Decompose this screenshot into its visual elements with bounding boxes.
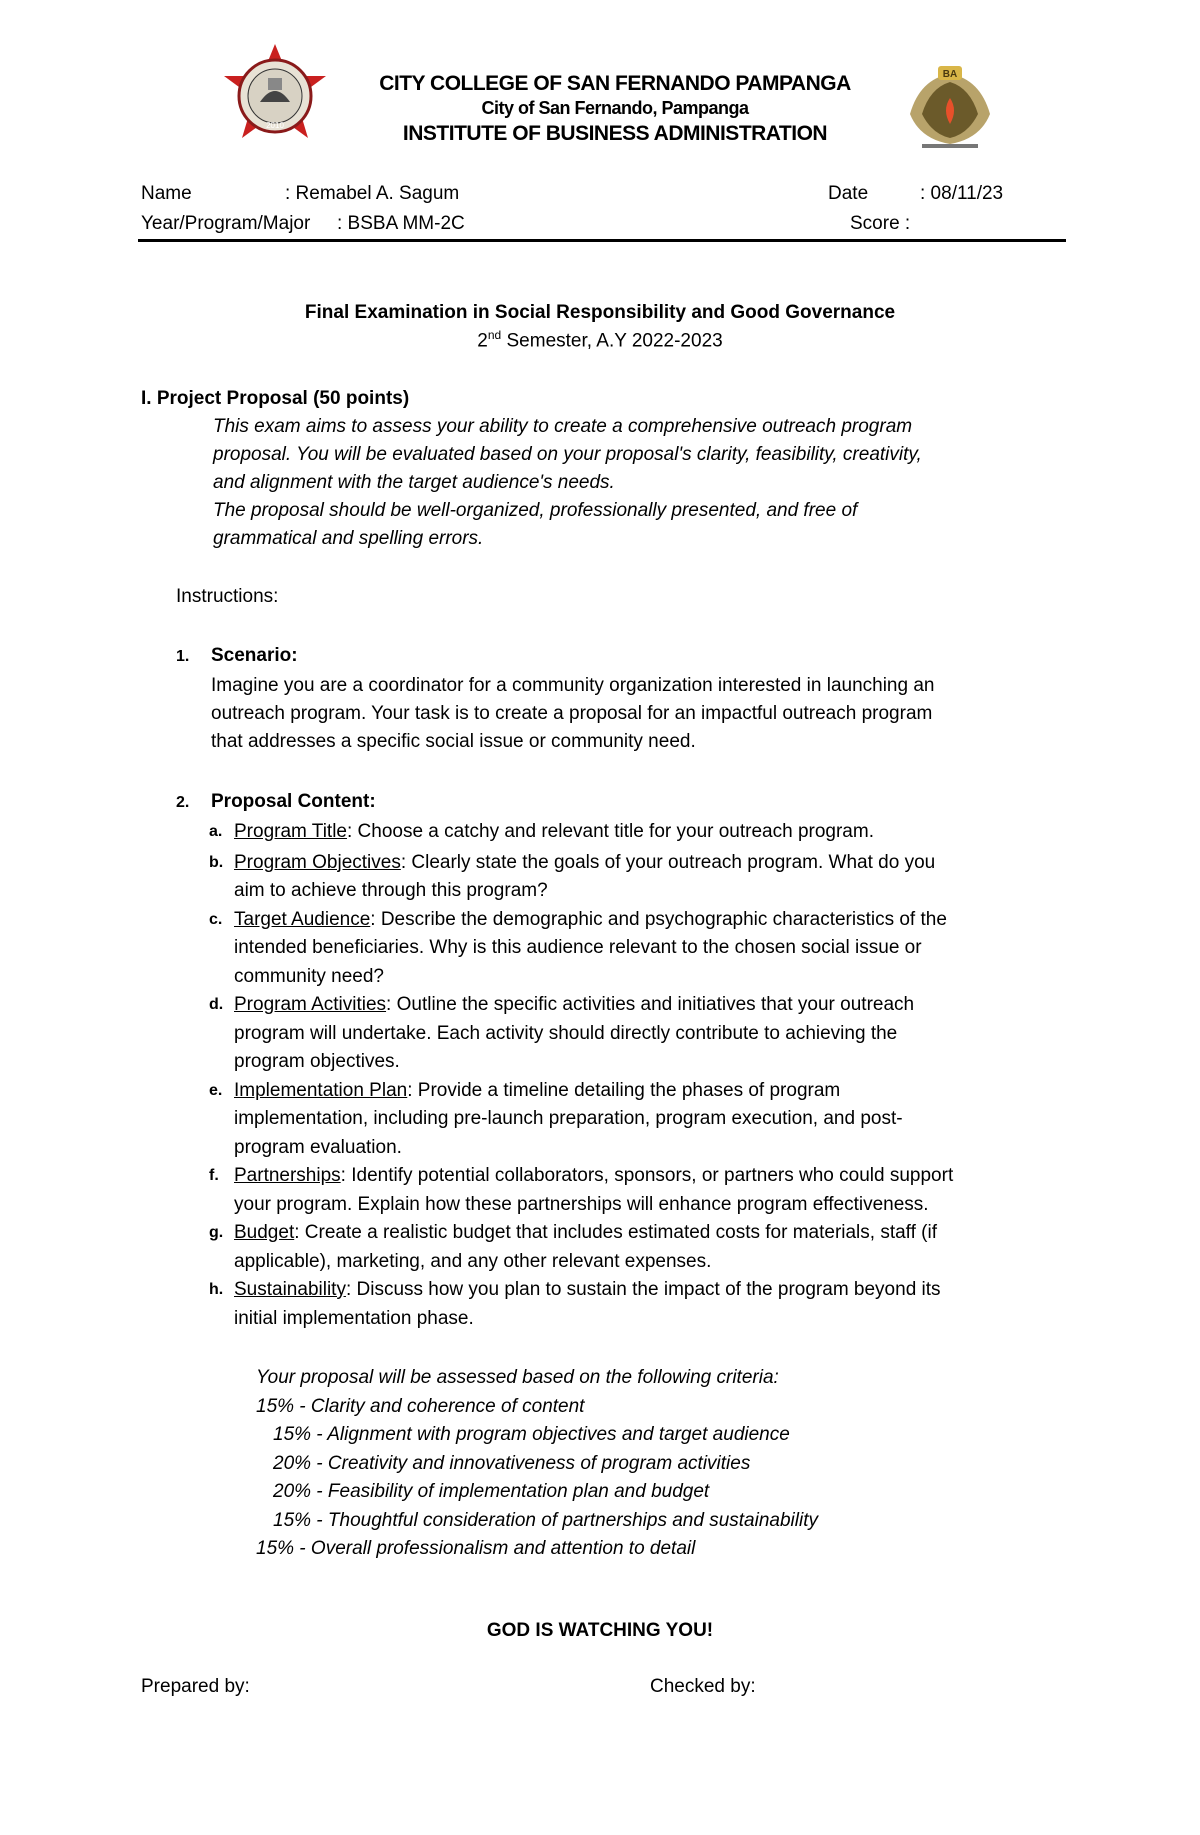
- college-city: City of San Fernando, Pampanga: [481, 98, 749, 118]
- list-item: f. Partnerships: Identify potential collaborators, sponsors, or partners who could support your program. Explain how these partnerships will enhance program effectiveness.: [209, 1165, 954, 1215]
- list-item: e. Implementation Plan: Provide a timeline detailing the phases of program implementation, including pre-launch preparation, program execution, and post- program evaluation.: [209, 1079, 903, 1158]
- section-intro: This exam aims to assess your ability to create a comprehensive outreach program proposal. You will be evaluated based on your proposal's clarity, feasibility, creativity, and alignment with the target audience's needs. The proposal should be well-organized, professionally presented, and free of grammatical and spelling errors.: [213, 416, 922, 549]
- exam-semester: 2nd Semester, A.Y 2022-2023: [477, 328, 723, 352]
- scenario-number: 1.: [176, 648, 190, 665]
- college-seal-logo: [218, 42, 332, 146]
- date-label: Date: [828, 183, 869, 204]
- instructions-label: Instructions:: [176, 586, 279, 607]
- criteria-item: 20% - Creativity and innovativeness of program activities: [273, 1452, 751, 1474]
- emblem-text: BA: [942, 69, 958, 80]
- checked-by-label: Checked by:: [650, 1676, 756, 1697]
- name-value: : Remabel A. Sagum: [285, 183, 460, 204]
- criteria-intro: Your proposal will be assessed based on the following criteria:: [256, 1367, 779, 1388]
- prepared-by-label: Prepared by:: [141, 1676, 250, 1697]
- program-label: Year/Program/Major: [141, 213, 311, 234]
- seal-year-text: 2010: [266, 121, 284, 130]
- scenario-title: Scenario:: [211, 645, 298, 666]
- criteria-item: 15% - Overall professionalism and attention to detail: [256, 1538, 696, 1559]
- header-divider: [138, 239, 1066, 242]
- list-item: c. Target Audience: Describe the demographic and psychographic characteristics of the intended beneficiaries. Why is this audience relevant to the chosen social issue or community need?: [209, 908, 947, 987]
- list-item: g. Budget: Create a realistic budget that includes estimated costs for materials, staff (if applicable), marketing, and any other relevant expenses.: [209, 1222, 938, 1272]
- institute-name: INSTITUTE OF BUSINESS ADMINISTRATION: [402, 122, 828, 145]
- criteria-item: 15% - Clarity and coherence of content: [256, 1395, 585, 1417]
- criteria-item: 15% - Thoughtful consideration of partnerships and sustainability: [273, 1509, 818, 1531]
- content-title: Proposal Content:: [211, 791, 376, 812]
- scenario-text: Imagine you are a coordinator for a community organization interested in launching an outreach program. Your task is to create a proposal for an impactful outreach program that addresses a specific social issue or community need.: [211, 675, 935, 752]
- institute-emblem-logo: [900, 64, 1000, 154]
- college-name: CITY COLLEGE OF SAN FERNANDO PAMPANGA: [379, 72, 851, 95]
- list-item: b. Program Objectives: Clearly state the goals of your outreach program. What do you aim to achieve through this program?: [209, 851, 936, 901]
- criteria-item: 20% - Feasibility of implementation plan and budget: [273, 1481, 710, 1502]
- list-item: h. Sustainability: Discuss how you plan to sustain the impact of the program beyond its initial implementation phase.: [209, 1279, 941, 1329]
- date-value: : 08/11/23: [920, 183, 1004, 204]
- section-heading: I. Project Proposal (50 points): [141, 388, 410, 409]
- content-number: 2.: [176, 794, 190, 811]
- list-item: d. Program Activities: Outline the specific activities and initiatives that your outreach program will undertake. Each activity should directly contribute to achieving the program objectives.: [209, 994, 915, 1072]
- proposal-content-list: [176, 818, 1076, 1333]
- criteria-block: [256, 1364, 1156, 1564]
- exam-title: Final Examination in Social Responsibility and Good Governance: [304, 302, 896, 323]
- criteria-item: 15% - Alignment with program objectives and target audience: [273, 1424, 790, 1445]
- score-label: Score :: [850, 213, 911, 234]
- program-value: : BSBA MM-2C: [337, 213, 465, 234]
- name-label: Name: [141, 183, 192, 204]
- motto: GOD IS WATCHING YOU!: [486, 1620, 714, 1641]
- list-item: a. Program Title: Choose a catchy and relevant title for your outreach program.: [209, 821, 874, 842]
